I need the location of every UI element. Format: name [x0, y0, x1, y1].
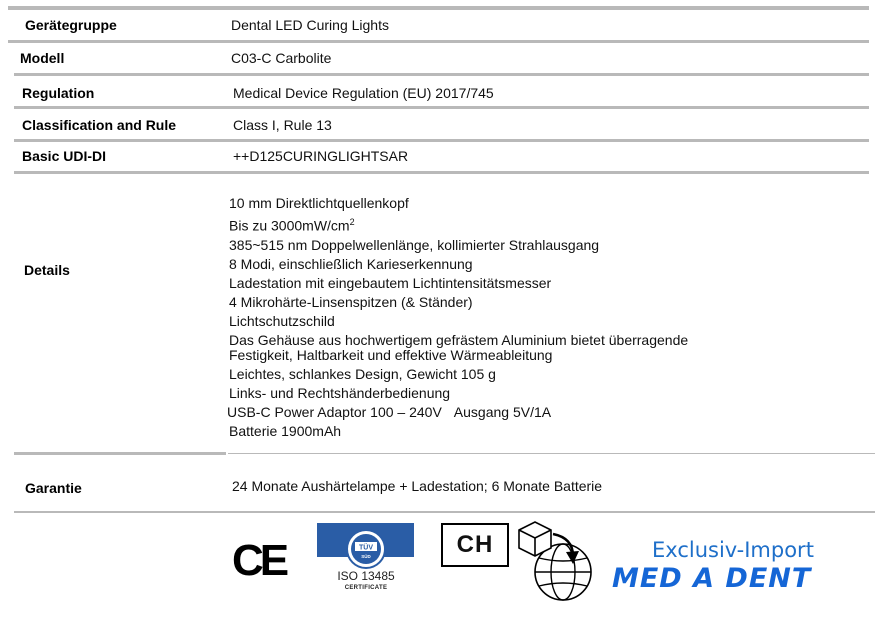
details-line: 385~515 nm Doppelwellenlänge, kollimierter Strahlausgang	[229, 236, 600, 253]
details-list	[229, 194, 749, 441]
details-line: Batterie 1900mAh	[229, 422, 342, 439]
details-line: Leichtes, schlankes Design, Gewicht 105 g	[229, 365, 496, 382]
details-line: 8 Modi, einschließlich Karieserkennung	[229, 255, 473, 272]
ch-text: CH	[456, 531, 494, 558]
table-bottom-border	[14, 511, 875, 513]
tuv-mark-text: TÜV	[359, 544, 373, 552]
value-garantie: 24 Monate Aushärtelampe + Ladestation; 6 Monate Batterie	[232, 478, 603, 494]
ce-mark: CE	[232, 536, 286, 585]
details-line: Das Gehäuse aus hochwertigem gefrästem Aluminium bietet überragende Festigkeit, Haltbarkeit und effektive Wärmeableitung	[229, 331, 689, 363]
row-divider	[14, 106, 869, 109]
details-line: Ladestation mit eingebautem Lichtintensitätsmesser	[229, 274, 552, 291]
row-divider	[14, 139, 869, 142]
ch-rep-box	[441, 523, 509, 567]
label-geraetegruppe: Gerätegruppe	[25, 17, 117, 33]
label-basic-udi: Basic UDI-DI	[22, 148, 107, 164]
details-line-text: Bis zu 3000mW/cm	[229, 217, 350, 234]
details-line: 4 Mikrohärte-Linsenspitzen (& Ständer)	[229, 293, 473, 310]
value-geraetegruppe: Dental LED Curing Lights	[231, 17, 389, 33]
value-modell: C03-C Carbolite	[231, 50, 332, 66]
tuv-logo-icon	[338, 527, 394, 569]
import-globe-icon	[513, 518, 597, 604]
row-divider	[14, 73, 869, 76]
details-line: 10 mm Direktlichtquellenkopf	[229, 195, 409, 211]
details-line	[229, 213, 749, 236]
superscript: 2	[349, 217, 355, 227]
label-classification: Classification and Rule	[22, 117, 177, 133]
label-modell: Modell	[20, 50, 65, 66]
details-line-text: USB-C Power Adaptor 100 – 240V	[227, 403, 442, 420]
label-details: Details	[24, 262, 70, 278]
usb-output: Ausgang 5V/1A	[453, 403, 552, 420]
details-line	[227, 403, 749, 422]
value-basic-udi: ++D125CURINGLIGHTSAR	[233, 148, 409, 164]
details-line: Links- und Rechtshänderbedienung	[229, 384, 451, 401]
exclusiv-import-text: Exclusiv-Import	[652, 538, 814, 562]
row-divider	[14, 171, 869, 174]
table-top-border	[8, 6, 869, 10]
details-line: Lichtschutzschild	[229, 312, 335, 329]
row-divider	[228, 453, 875, 454]
row-divider	[8, 40, 869, 43]
value-classification: Class I, Rule 13	[233, 117, 332, 133]
row-divider	[14, 452, 226, 455]
brand-logo-text: MED A DENT	[612, 563, 812, 594]
label-regulation: Regulation	[22, 85, 95, 101]
certificate-text: CERTIFICATE	[344, 585, 388, 591]
iso-text: ISO 13485	[337, 569, 395, 583]
value-regulation: Medical Device Regulation (EU) 2017/745	[233, 85, 494, 101]
label-garantie: Garantie	[25, 480, 82, 496]
tuv-sub-text: SÜD	[361, 554, 371, 559]
